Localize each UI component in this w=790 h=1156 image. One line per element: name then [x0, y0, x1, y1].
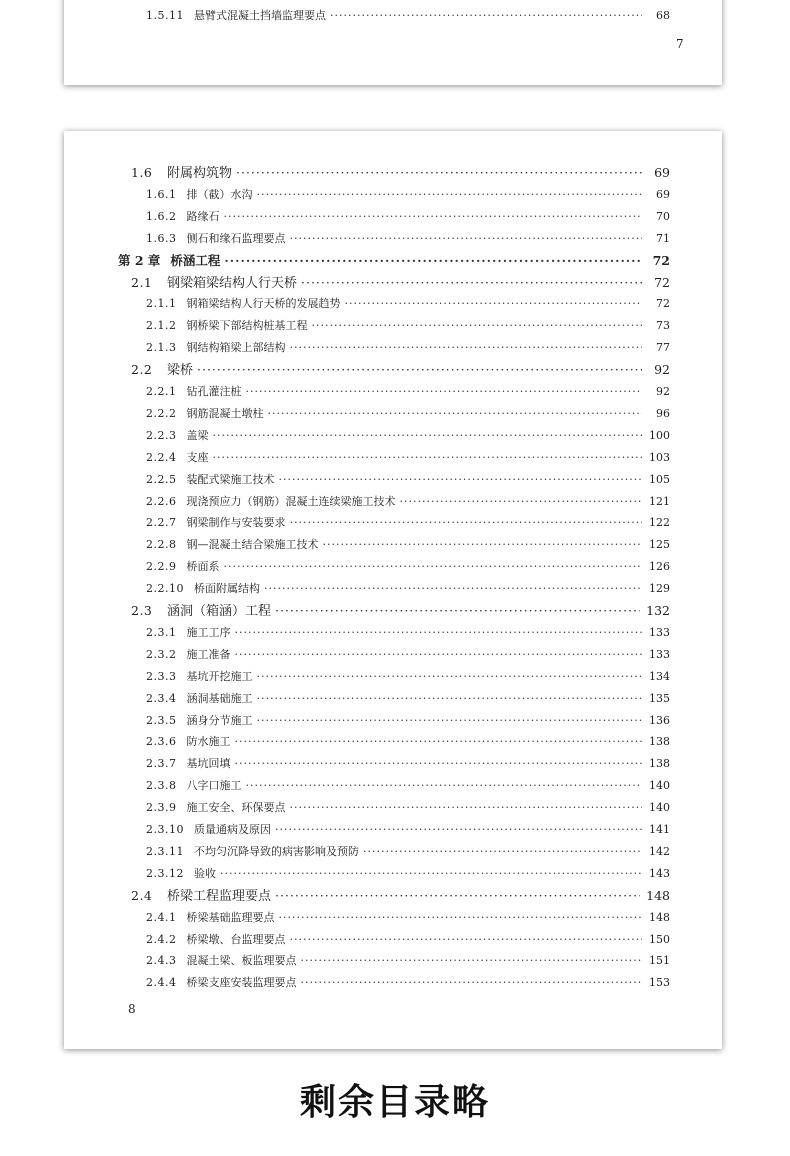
toc-leader-dots — [246, 779, 643, 793]
page-number-top: 7 — [676, 37, 684, 51]
toc-entry-page: 96 — [656, 406, 670, 420]
toc-leader-dots — [275, 823, 642, 837]
toc-entry — [146, 779, 670, 793]
toc-entry-title: 八字口施工 — [186, 779, 242, 793]
toc-leader-dots — [279, 911, 643, 925]
toc-entry-title: 防水施工 — [186, 735, 231, 749]
toc-leader-dots — [235, 648, 643, 662]
toc-entry — [131, 604, 670, 619]
toc-entry — [146, 516, 670, 530]
toc-entry-number: 1.5.11 — [146, 9, 184, 22]
toc-entry-page: 140 — [649, 779, 670, 793]
toc-entry-page: 72 — [652, 252, 670, 268]
toc-leader-dots — [257, 692, 643, 706]
toc-entry — [146, 801, 670, 815]
toc-entry-page: 151 — [649, 954, 670, 968]
toc-leader-dots — [236, 166, 642, 180]
toc-entry-title: 路缘石 — [186, 209, 220, 223]
toc-entry-title: 涵洞基础施工 — [186, 691, 253, 705]
toc-entry — [146, 385, 670, 399]
toc-entry-number: 2.4.2 — [146, 932, 177, 946]
toc-entry-number: 1.6.3 — [146, 231, 177, 245]
toc-leader-dots — [301, 954, 643, 968]
toc-entry-page: 129 — [649, 582, 670, 596]
toc-entry-page: 142 — [649, 844, 670, 858]
toc-entry-number: 2.3.10 — [146, 823, 184, 836]
toc-entry-number: 2.3 — [131, 603, 153, 618]
toc-entry-number: 2.2.6 — [146, 494, 177, 508]
toc-leader-dots — [213, 451, 643, 465]
toc-leader-dots — [279, 473, 643, 487]
toc-entry-number: 2.2.7 — [146, 516, 177, 530]
toc-entry-title: 钢结构箱梁上部结构 — [186, 341, 286, 355]
toc-entry-number: 2.2.9 — [146, 560, 177, 574]
toc-entry-number: 1.6 — [131, 165, 153, 180]
toc-entry — [146, 319, 670, 333]
toc-entry-number: 1.6.2 — [146, 209, 177, 223]
toc-entry-page: 133 — [649, 647, 670, 661]
toc-leader-dots — [330, 9, 642, 23]
toc-entry-number: 2.3.6 — [146, 735, 177, 749]
toc-entry-title: 桥面系 — [186, 560, 220, 574]
remaining-toc-omitted-caption: 剩余目录略 — [299, 1082, 490, 1123]
toc-entry — [146, 495, 670, 509]
toc-leader-dots — [224, 254, 642, 268]
toc-entry-title: 钢桥梁下部结构桩基工程 — [186, 319, 308, 333]
toc-entry-number: 2.1.2 — [146, 319, 177, 333]
toc-entry-title: 涵身分节施工 — [186, 713, 253, 727]
toc-entry-title: 涵洞（箱涵）工程 — [167, 604, 272, 619]
toc-entry — [146, 407, 670, 421]
toc-entry-page: 71 — [656, 231, 670, 245]
toc-entry-title: 质量通病及原因 — [194, 823, 271, 836]
toc-leader-dots — [264, 582, 642, 596]
toc-entry — [131, 276, 670, 291]
toc-entry-title: 施工工序 — [186, 625, 231, 639]
toc-entry-title: 基坑开挖施工 — [186, 669, 253, 683]
toc-entry-title: 侧石和缘石监理要点 — [186, 231, 286, 245]
toc-entry-page: 148 — [646, 887, 670, 903]
toc-entry-number: 2.3.1 — [146, 625, 177, 639]
toc-entry — [146, 823, 670, 837]
toc-entry-page: 92 — [656, 385, 670, 398]
toc-entry-number: 2.2.2 — [146, 406, 177, 420]
toc-entry-page: 70 — [656, 209, 670, 223]
toc-page-top — [64, 0, 722, 85]
toc-entry-page: 77 — [656, 341, 670, 355]
toc-entry — [146, 867, 670, 881]
toc-leader-dots — [290, 516, 643, 530]
toc-entry — [146, 341, 670, 355]
toc-leader-dots — [197, 363, 642, 377]
toc-entry-number: 2.2.4 — [146, 450, 177, 464]
toc-entry — [146, 714, 670, 728]
toc-entry-page: 92 — [654, 362, 670, 378]
toc-leader-dots — [290, 933, 643, 947]
toc-entry-page: 103 — [649, 450, 670, 464]
toc-entry — [146, 560, 670, 574]
toc-leader-dots — [257, 188, 643, 202]
toc-entry-page: 143 — [649, 866, 670, 880]
toc-leader-dots — [235, 626, 643, 640]
toc-entry-page: 126 — [649, 560, 670, 574]
toc-entry-page: 134 — [649, 669, 670, 683]
toc-entry — [146, 451, 670, 465]
toc-entry-title: 混凝土梁、板监理要点 — [186, 954, 297, 968]
toc-entry — [146, 670, 670, 684]
toc-leader-dots — [213, 429, 643, 443]
toc-entry-title: 盖梁 — [186, 428, 209, 442]
toc-entry-title: 施工准备 — [186, 647, 231, 661]
toc-entry-page: 125 — [649, 538, 670, 552]
toc-entry-title: 装配式梁施工技术 — [186, 472, 275, 486]
toc-entry-title: 排（截）水沟 — [186, 187, 253, 201]
toc-entry — [146, 954, 670, 968]
toc-entry — [146, 210, 670, 224]
toc-entry-number: 2.2 — [131, 362, 153, 378]
toc-leader-dots — [220, 867, 642, 881]
toc-entry-number: 2.3.7 — [146, 757, 177, 771]
toc-leader-dots — [275, 604, 640, 618]
toc-entry — [146, 692, 670, 706]
toc-entry-page: 140 — [649, 801, 670, 815]
toc-entry-number: 1.6.1 — [146, 187, 177, 201]
toc-entry-number: 2.3.2 — [146, 647, 177, 661]
toc-leader-dots — [257, 670, 643, 684]
toc-entry-title: 钢梁制作与安装要求 — [186, 516, 286, 530]
toc-entry-title: 基坑回填 — [186, 757, 231, 771]
toc-leader-dots — [290, 341, 643, 355]
toc-entry-number: 2.2.5 — [146, 472, 177, 486]
toc-entry-page: 68 — [656, 9, 670, 22]
toc-entry-page: 132 — [646, 603, 670, 618]
toc-entry-page: 138 — [649, 757, 670, 771]
toc-entry-page: 105 — [649, 472, 670, 486]
toc-entry-number: 2.1 — [131, 274, 153, 290]
toc-leader-dots — [363, 845, 642, 859]
toc-entry-number: 2.3.9 — [146, 801, 177, 815]
toc-entry — [146, 429, 670, 443]
toc-entry — [146, 9, 670, 23]
toc-entry-title: 钢箱梁结构人行天桥的发展趋势 — [186, 297, 341, 311]
toc-leader-dots — [345, 297, 643, 311]
toc-leader-dots — [301, 976, 643, 990]
toc-leader-dots — [235, 757, 643, 771]
toc-entry-page: 153 — [649, 976, 670, 990]
toc-entry-page: 69 — [656, 187, 670, 201]
toc-entry-page: 72 — [654, 274, 670, 290]
toc-entry — [146, 626, 670, 640]
toc-entry-page: 121 — [649, 494, 670, 508]
toc-entry-number: 2.2.3 — [146, 428, 177, 442]
toc-entry — [146, 648, 670, 662]
toc-entry-page: 72 — [656, 297, 670, 311]
toc-entry — [131, 363, 670, 378]
toc-entry-title: 桥涵工程 — [170, 252, 221, 268]
toc-entry — [131, 889, 670, 904]
toc-entry — [118, 254, 670, 268]
toc-entry-number: 2.4.3 — [146, 954, 177, 968]
toc-entry-number: 2.4 — [131, 887, 153, 903]
toc-entry-title: 现浇预应力（钢筋）混凝土连续梁施工技术 — [186, 494, 396, 508]
toc-leader-dots — [246, 385, 643, 399]
toc-entry-page: 69 — [654, 165, 670, 180]
toc-entry-number: 2.4.4 — [146, 976, 177, 990]
toc-entry — [146, 582, 670, 596]
toc-entry-page: 150 — [649, 932, 670, 946]
toc-entry-page: 100 — [649, 428, 670, 442]
toc-entry-title: 桥梁工程监理要点 — [167, 888, 272, 904]
toc-leader-dots — [268, 407, 643, 421]
toc-entry-number: 第 2 章 — [118, 252, 161, 268]
toc-page-main — [64, 131, 722, 1049]
toc-entry — [146, 911, 670, 925]
toc-entry — [146, 933, 670, 947]
toc-entry-title: 施工安全、环保要点 — [186, 801, 286, 815]
toc-leader-dots — [257, 714, 643, 728]
toc-entry — [146, 473, 670, 487]
toc-entry-number: 2.2.1 — [146, 385, 177, 398]
toc-leader-dots — [290, 232, 643, 246]
toc-entry — [146, 735, 670, 749]
toc-entry — [146, 232, 670, 246]
toc-entry-title: 梁桥 — [167, 363, 194, 379]
toc-entry-number: 2.3.3 — [146, 669, 177, 683]
toc-leader-dots — [323, 538, 643, 552]
toc-entry-title: 桥梁支座安装监理要点 — [186, 976, 297, 990]
toc-entry-page: 73 — [656, 319, 670, 333]
toc-entry-number: 2.2.8 — [146, 538, 177, 552]
toc-entry-page: 135 — [649, 691, 670, 705]
toc-entry-title: 钢梁箱梁结构人行天桥 — [167, 275, 298, 291]
page-number-main: 8 — [128, 1002, 136, 1016]
toc-entry-page: 122 — [649, 516, 670, 530]
toc-leader-dots — [235, 735, 643, 749]
toc-entry-title: 支座 — [186, 450, 209, 464]
toc-entry-title: 钢筋混凝土墩柱 — [186, 406, 264, 420]
toc-leader-dots — [301, 276, 642, 290]
toc-entry-title: 桥面附属结构 — [194, 582, 260, 596]
toc-entry-title: 钻孔灌注桩 — [186, 385, 242, 398]
toc-entry-page: 141 — [649, 823, 670, 836]
toc-entry-title: 桥梁墩、台监理要点 — [186, 932, 286, 946]
toc-entry-page: 136 — [649, 713, 670, 727]
toc-entry-number: 2.3.5 — [146, 713, 177, 727]
toc-entry-page: 133 — [649, 625, 670, 639]
toc-leader-dots — [290, 801, 643, 815]
toc-leader-dots — [224, 210, 643, 224]
toc-leader-dots — [400, 495, 643, 509]
toc-entry — [131, 166, 670, 181]
toc-entry-number: 2.1.3 — [146, 341, 177, 355]
toc-entry — [146, 757, 670, 771]
toc-entry-title: 附属构筑物 — [167, 166, 233, 181]
toc-entry-number: 2.3.12 — [146, 866, 184, 880]
toc-entry-page: 148 — [649, 910, 670, 924]
toc-entry-title: 桥梁基础监理要点 — [186, 910, 275, 924]
toc-entry-number: 2.1.1 — [146, 297, 177, 311]
toc-entry-title: 悬臂式混凝土挡墙监理要点 — [194, 9, 326, 22]
toc-entry — [146, 976, 670, 990]
toc-entry-number: 2.3.4 — [146, 691, 177, 705]
toc-entry — [146, 188, 670, 202]
toc-entry-number: 2.4.1 — [146, 910, 177, 924]
toc-entry-number: 2.3.11 — [146, 844, 184, 858]
toc-entry-page: 138 — [649, 735, 670, 749]
toc-entry-title: 验收 — [194, 866, 216, 880]
toc-entry-title: 不均匀沉降导致的病害影响及预防 — [194, 844, 359, 858]
toc-entry — [146, 845, 670, 859]
toc-leader-dots — [224, 560, 643, 574]
toc-leader-dots — [275, 889, 640, 903]
toc-entry-title: 钢—混凝土结合梁施工技术 — [186, 538, 319, 552]
toc-entry-number: 2.2.10 — [146, 582, 184, 596]
toc-entry — [146, 297, 670, 311]
toc-entry-number: 2.3.8 — [146, 779, 177, 793]
toc-leader-dots — [312, 319, 643, 333]
toc-entry — [146, 538, 670, 552]
